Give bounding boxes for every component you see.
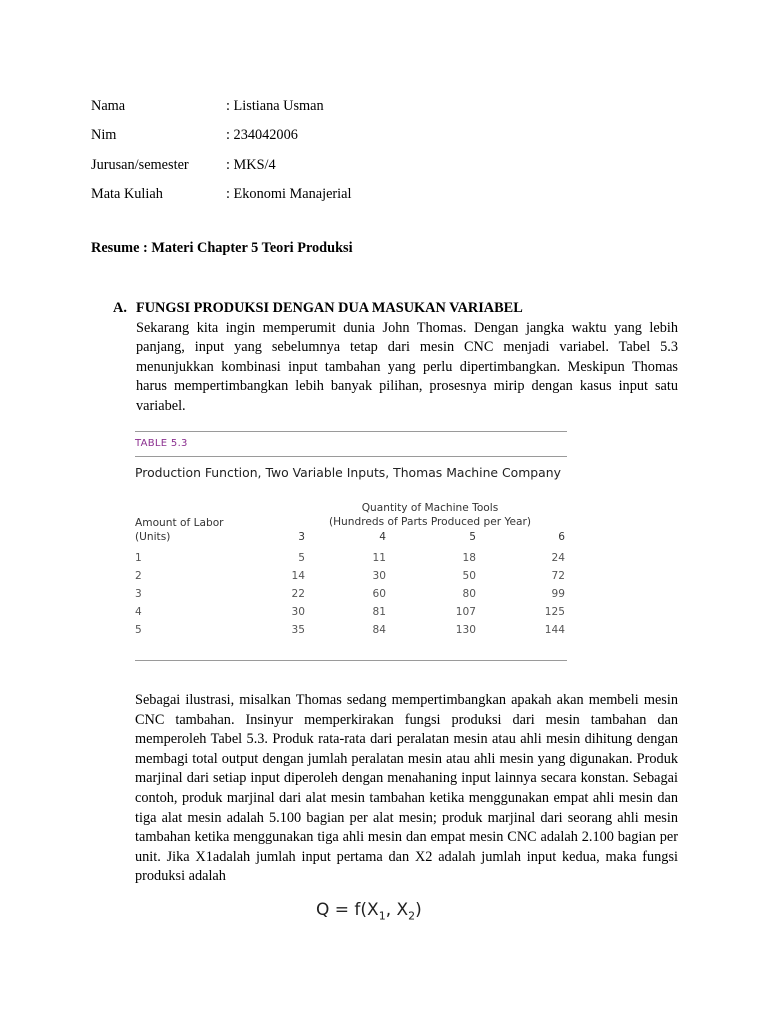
section-letter: A. [113, 300, 127, 316]
info-row-mata-kuliah [91, 180, 351, 209]
student-info [91, 92, 351, 209]
table-cell: 30 [291, 606, 305, 618]
table-cell: 125 [544, 606, 565, 618]
row-label: 1 [135, 552, 142, 564]
formula-sub1: 1 [378, 909, 386, 923]
table-cell: 81 [372, 606, 386, 618]
info-label: Mata Kuliah [91, 186, 163, 203]
table-title: Production Function, Two Variable Inputs, Thomas Machine Company [135, 465, 561, 480]
table-cell: 80 [462, 588, 476, 600]
info-row-nama [91, 92, 351, 121]
info-row-nim [91, 121, 351, 150]
row-header-line1: Amount of Labor [135, 517, 224, 529]
table-cell: 99 [551, 588, 565, 600]
info-value: : Listiana Usman [226, 98, 324, 115]
table-bottom-rule [135, 660, 567, 661]
row-label: 3 [135, 588, 142, 600]
column-number: 5 [469, 531, 476, 543]
info-value: : 234042006 [226, 127, 298, 144]
row-label: 4 [135, 606, 142, 618]
info-label: Nama [91, 98, 126, 115]
illustration-paragraph: Sebagai ilustrasi, misalkan Thomas sedang mempertimbangkan apakah akan membeli mesin CNC tambahan. Insinyur memperkirakan fungsi produksi dari mesin tambahan dan memperoleh Tabel 5.3. Produk rata-rata dari peralatan mesin atau ahli mesin dihitung dengan membagi total output dengan jumlah peralatan mesin atau ahli mesin yang digunakan. Produk marjinal dari setiap input diperoleh dengan menahaning input lainnya secara konstan. Sebagai contoh, produk marjinal dari alat mesin tambahan ketika menggunakan empat ahli mesin dan tiga alat mesin adalah 5.100 bagian per alat mesin; produk marjinal dari seorang ahli mesin tambahan ketika menggunakan tiga ahli mesin dan empat mesin CNC adalah 2.100 bagian per unit. Jika X1adalah jumlah input pertama dan X2 adalah jumlah input kedua, maka fungsi produksi adalah [135, 692, 678, 885]
column-number: 3 [298, 531, 305, 543]
section-heading-text: FUNGSI PRODUKSI DENGAN DUA MASUKAN VARIABEL [136, 300, 523, 316]
info-value: : Ekonomi Manajerial [226, 186, 352, 203]
formula-sub2: 2 [408, 909, 416, 923]
column-header-line2: (Hundreds of Parts Produced per Year) [328, 516, 532, 528]
table-cell: 14 [291, 570, 305, 582]
info-row-jurusan [91, 151, 351, 180]
row-label: 5 [135, 624, 142, 636]
resume-title: Resume : Materi Chapter 5 Teori Produksi [91, 240, 353, 256]
info-label: Nim [91, 127, 117, 144]
table-cell: 60 [372, 588, 386, 600]
table-cell: 11 [372, 552, 386, 564]
formula-mid: , X [385, 900, 409, 920]
table-top-rule [135, 431, 567, 432]
section-paragraph: Sekarang kita ingin memperumit dunia John Thomas. Dengan jangka waktu yang lebih panjang, input yang sebelumnya tetap dari mesin CNC menjadi variabel. Tabel 5.3 menunjukkan kombinasi input tambahan yang perlu dipertimbangkan. Meskipun Thomas harus mempertimbangkan lebih banyak pilihan, prosesnya mirip dengan kasus input satu variabel. [136, 319, 678, 414]
formula-rhs: ) [415, 900, 422, 920]
info-value: : MKS/4 [226, 156, 276, 173]
table-cell: 50 [462, 570, 476, 582]
production-function-formula [316, 900, 422, 922]
table-cell: 30 [372, 570, 386, 582]
formula-lhs: Q = f(X [316, 900, 379, 920]
section-heading [113, 299, 678, 319]
table-cell: 84 [372, 624, 386, 636]
table-title-rule [135, 456, 567, 457]
table-5-3 [135, 431, 567, 663]
column-header-line1: Quantity of Machine Tools [361, 502, 499, 514]
section-a [113, 299, 678, 417]
table-cell: 24 [551, 552, 565, 564]
table-cell: 130 [455, 624, 476, 636]
column-number: 6 [558, 531, 565, 543]
table-cell: 72 [551, 570, 565, 582]
table-cell: 5 [298, 552, 305, 564]
row-header-line2: (Units) [135, 531, 171, 543]
column-number: 4 [379, 531, 386, 543]
table-label: TABLE 5.3 [135, 438, 188, 449]
row-label: 2 [135, 570, 142, 582]
table-cell: 107 [455, 606, 476, 618]
table-cell: 22 [291, 588, 305, 600]
table-cell: 144 [544, 624, 565, 636]
info-label: Jurusan/semester [91, 156, 189, 173]
table-cell: 35 [291, 624, 305, 636]
table-cell: 18 [462, 552, 476, 564]
